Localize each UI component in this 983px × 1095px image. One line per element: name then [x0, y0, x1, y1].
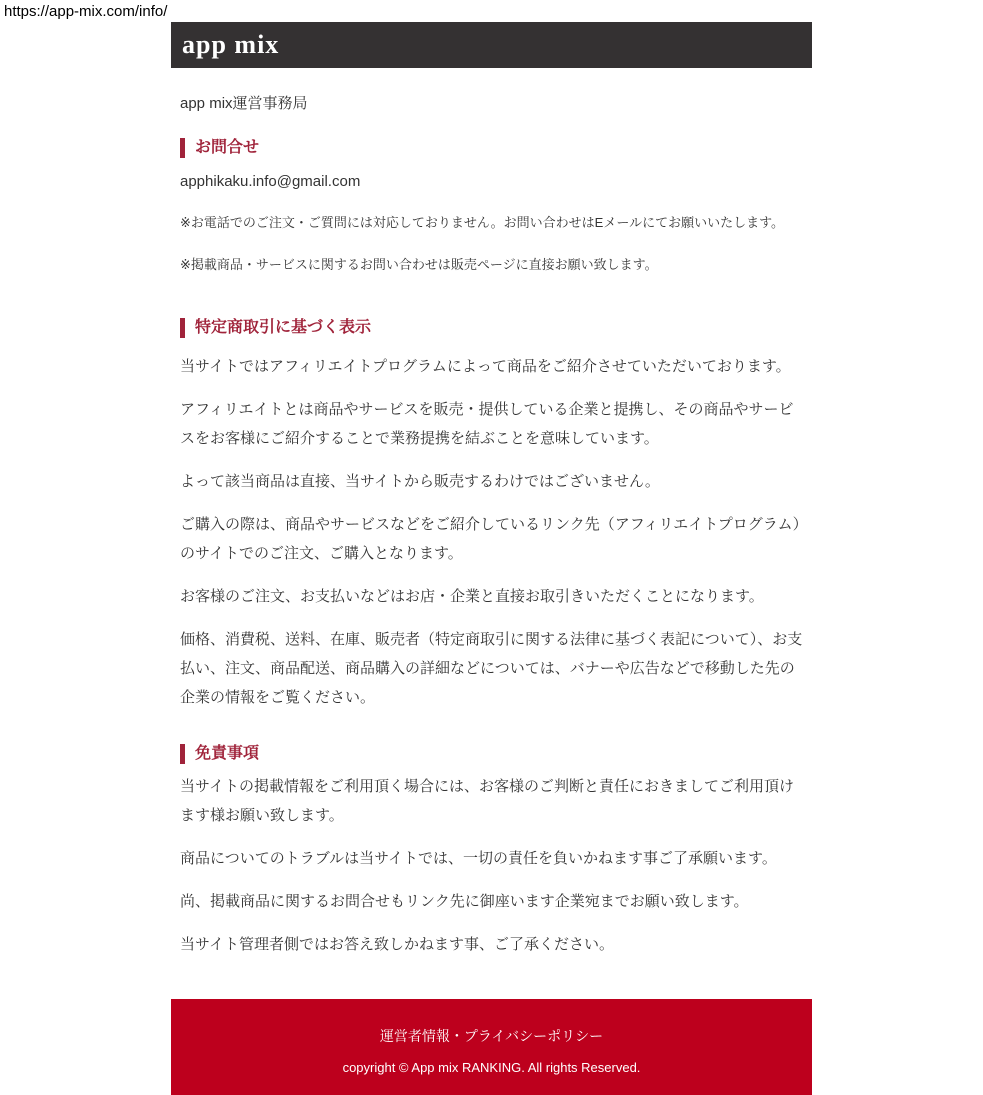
privacy-policy-link[interactable]: 運営者情報・プライバシーポリシー	[379, 1028, 604, 1044]
copyright-text: copyright © App mix RANKING. All rights Reserved.	[342, 1060, 641, 1075]
site-title-link[interactable]: app mix	[182, 30, 280, 59]
site-footer	[171, 999, 812, 1095]
tokushoho-paragraph: 価格、消費税、送料、在庫、販売者（特定商取引に関する法律に基づく表記について）、お支払い、注文、商品配送、商品購入の詳細などについては、バナーや広告などで移動した先の企業の情報をご覧ください。	[180, 631, 803, 706]
disclaimer-paragraph: 当サイトの掲載情報をご利用頂く場合には、お客様のご判断と責任におきましてご利用頂けます様お願い致します。	[180, 778, 794, 824]
contact-section-heading: お問合せ	[180, 138, 803, 158]
tokushoho-paragraph: ご購入の際は、商品やサービスなどをご紹介しているリンク先（アフィリエイトプログラム）のサイトでのご注文、ご購入となります。	[180, 516, 801, 562]
tokushoho-paragraph: 当サイトではアフィリエイトプログラムによって商品をご紹介させていただいております。	[180, 358, 791, 375]
tokushoho-paragraph: よって該当商品は直接、当サイトから販売するわけではございません。	[180, 473, 660, 490]
tokushoho-paragraph: お客様のご注文、お支払いなどはお店・企業と直接お取引きいただくことになります。	[180, 588, 764, 605]
disclaimer-paragraph: 商品についてのトラブルは当サイトでは、一切の責任を負いかねます事ご了承願います。	[180, 850, 777, 867]
tokushoho-section-heading: 特定商取引に基づく表示	[180, 318, 803, 338]
browser-url: https://app-mix.com/info/	[4, 3, 168, 20]
contact-email: apphikaku.info@gmail.com	[180, 173, 361, 190]
disclaimer-paragraph: 尚、掲載商品に関するお問合せもリンク先に御座います企業宛までお願い致します。	[180, 893, 749, 910]
disclaimer-section-heading: 免責事項	[180, 744, 803, 764]
disclaimer-paragraph: 当サイト管理者側ではお答え致しかねます事、ご了承ください。	[180, 936, 614, 953]
contact-note-phone: ※お電話でのご注文・ご質問には対応しておりません。お問い合わせはEメールにてお願いいたします。	[180, 215, 785, 230]
main-content	[171, 92, 812, 959]
operator-label: app mix運営事務局	[180, 95, 308, 112]
tokushoho-paragraph: アフィリエイトとは商品やサービスを販売・提供している企業と提携し、その商品やサービスをお客様にご紹介することで業務提携を結ぶことを意味しています。	[180, 401, 794, 447]
contact-note-products: ※掲載商品・サービスに関するお問い合わせは販売ページに直接お願い致します。	[180, 257, 658, 272]
site-header	[171, 22, 812, 68]
page-container	[171, 22, 812, 1095]
